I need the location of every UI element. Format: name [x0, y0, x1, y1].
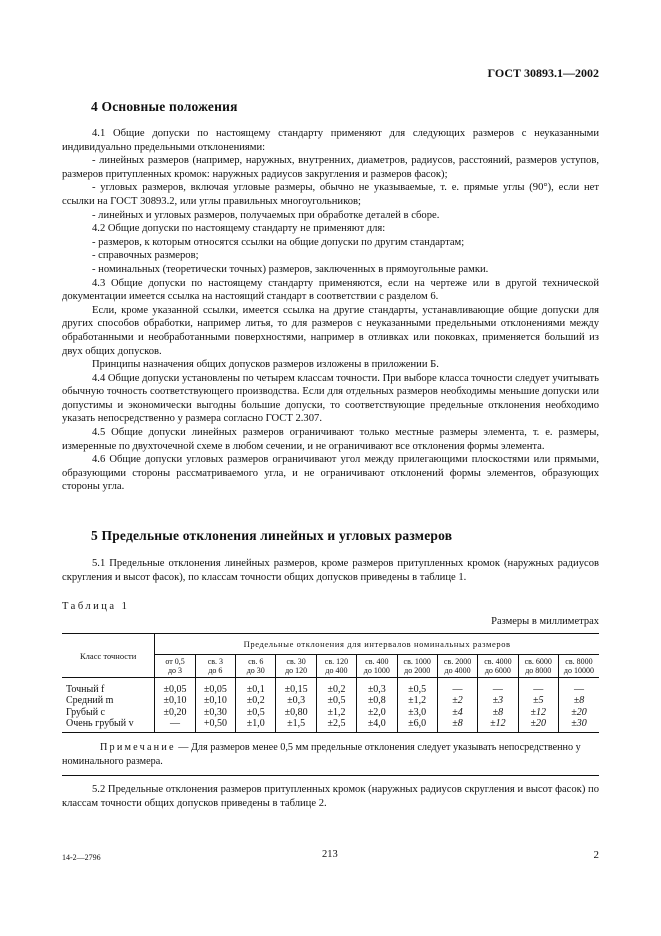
interval-header	[316, 655, 356, 678]
deviation-cell: ±0,80	[276, 707, 316, 718]
interval-from: св. 400	[365, 657, 389, 666]
accuracy-class-cell: Очень грубый v	[62, 718, 155, 733]
interval-to: до 2000	[404, 666, 431, 675]
deviation-cell: ±6,0	[397, 718, 437, 733]
section-5-after-table	[62, 783, 599, 810]
interval-to: до 1000	[363, 666, 390, 675]
interval-to: до 3	[167, 666, 183, 675]
accuracy-class-cell: Средний m	[62, 695, 155, 706]
deviation-cell: ±3,0	[397, 707, 437, 718]
interval-to: до 400	[325, 666, 348, 675]
section-5-title: 5 Предельные отклонения линейных и угловых размеров	[91, 528, 453, 543]
deviation-cell: ±1,2	[316, 707, 356, 718]
deviation-cell: ±1,5	[276, 718, 316, 733]
paragraph: - размеров, к которым относятся ссылки на общие допуски по другим стандартам;	[92, 236, 465, 248]
interval-from: от 0,5	[165, 657, 185, 666]
deviation-cell: ±4,0	[357, 718, 397, 733]
section-4-title: 4 Основные положения	[91, 99, 238, 114]
section-5-intro	[62, 557, 599, 584]
deviation-cell: ±5	[518, 695, 558, 706]
interval-to: до 30	[246, 666, 265, 675]
paragraph: - линейных и угловых размеров, получаемых при обработке деталей в сборе.	[92, 209, 440, 221]
table-row	[62, 718, 599, 733]
deviation-cell: —	[437, 678, 477, 696]
deviation-cell: ±0,20	[155, 707, 195, 718]
interval-from: св. 6	[248, 657, 264, 666]
interval-from: св. 1000	[403, 657, 431, 666]
accuracy-class-cell: Грубый c	[62, 707, 155, 718]
deviation-cell: ±0,5	[236, 707, 276, 718]
standard-id: ГОСТ 30893.1—2002	[487, 66, 599, 80]
table-note-row	[62, 733, 599, 776]
paragraph: - угловых размеров, включая угловые размеры, обычно не указываемые, т. е. прямые углы (90°), если нет ссылки на ГОСТ 30893.2, или углы правильных многоугольников;	[62, 182, 599, 207]
paragraph: 4.6 Общие допуски угловых размеров ограничивают угол между прилегающими плоскостями или прямыми, образующими стороны рассматриваемого угла, и не ограничивают отклонений формы элементов, образующих стороны угла.	[62, 454, 599, 493]
deviation-cell: —	[155, 718, 195, 733]
deviation-cell: —	[518, 678, 558, 696]
accuracy-class-cell: Точный f	[62, 678, 155, 696]
table-row	[62, 707, 599, 718]
interval-header	[397, 655, 437, 678]
deviation-cell: ±1,2	[397, 695, 437, 706]
interval-header	[558, 655, 599, 678]
interval-header	[155, 655, 195, 678]
note-text: — Для размеров менее 0,5 мм предельные отклонения следует указывать непосредственно у номинального размера.	[62, 742, 581, 767]
interval-header	[236, 655, 276, 678]
table-label: Таблица 1	[62, 601, 130, 612]
deviation-cell: ±0,2	[236, 695, 276, 706]
paragraph: - справочных размеров;	[92, 250, 199, 262]
deviation-cell: ±8	[478, 707, 518, 718]
deviation-cell: +0,50	[195, 718, 235, 733]
paragraph: 4.5 Общие допуски линейных размеров ограничивают только местные размеры элемента, т. е. размеры, измеренные по двухточечной схеме в любом сечении, и не ограничивают все отклонения формы элемента.	[62, 427, 599, 452]
interval-header	[518, 655, 558, 678]
interval-from: св. 120	[324, 657, 349, 666]
deviation-cell: ±0,5	[316, 695, 356, 706]
interval-header	[478, 655, 518, 678]
paragraph: Если, кроме указанной ссылки, имеется ссылка на другие стандарты, устанавливающие общие допуски для других способов обработки, например литья, то для размеров с неуказанными предельными отклонениями между обработанными и необработанными поверхностями, например в отливках или поковках, применяется больший из двух общих допусков.	[62, 304, 599, 357]
interval-to: до 8000	[525, 666, 552, 675]
interval-from: св. 6000	[524, 657, 552, 666]
deviation-cell: ±8	[573, 695, 585, 707]
deviation-cell: ±30	[571, 718, 587, 730]
deviation-cell: ±20	[518, 718, 558, 733]
deviation-cell: ±0,8	[357, 695, 397, 706]
table-note	[62, 733, 599, 776]
table-units: Размеры в миллиметрах	[491, 616, 599, 627]
paragraph: - линейных размеров (например, наружных, внутренних, диаметров, радиусов, расстояний, размеров уступов, размеров притупленных кромок: наружных радиусов закругления и размеров фасок);	[62, 155, 599, 180]
deviation-cell: ±12	[478, 718, 518, 733]
deviation-cell: ±8	[437, 718, 477, 733]
paragraph: 4.3 Общие допуски по настоящему стандарту применяются, если на чертеже или в другой технической документации имеется ссылка на настоящий стандарт в соответствии с разделом 6.	[62, 277, 599, 303]
interval-from: св. 30	[286, 657, 306, 666]
table-row	[62, 695, 599, 706]
interval-to: до 6	[208, 666, 223, 675]
interval-to: до 10000	[563, 666, 594, 675]
deviation-group-header: Предельные отклонения для интервалов номинальных размеров	[155, 634, 599, 655]
paragraph: 4.4 Общие допуски установлены по четырем классам точности. При выборе класса точности следует учитывать обычную точность соответствующего производства. Если для отдельных размеров необходимы меньшие допуски или допустимы и экономически выгодны большие допуски, то соответствующие предельные отклонения необходимо указать непосредственно у размера согласно ГОСТ 2.307.	[62, 372, 599, 425]
interval-from: св. 2000	[443, 657, 472, 666]
deviation-cell: ±4	[437, 707, 477, 718]
paragraph: - номинальных (теоретически точных) размеров, заключенных в прямоугольные рамки.	[92, 263, 489, 275]
interval-header	[437, 655, 477, 678]
deviation-cell: ±0,30	[195, 707, 235, 718]
deviation-cell: ±2,0	[357, 707, 397, 718]
interval-from: св. 3	[207, 657, 224, 666]
deviation-cell: ±0,5	[397, 678, 437, 696]
paragraph: 5.2 Предельные отклонения размеров притупленных кромок (наружных радиусов скругления и высот фасок) по классам точности общих допусков приведены в таблице 2.	[62, 784, 599, 809]
sheet-number: 2	[593, 849, 599, 861]
section-4-body	[62, 127, 599, 494]
class-column-header: Класс точности	[62, 634, 155, 678]
interval-header	[276, 655, 316, 678]
interval-from: св. 8000	[565, 657, 593, 666]
paragraph: 5.1 Предельные отклонения линейных размеров, кроме размеров притупленных кромок (наружных радиусов скругления и высот фасок), по классам точности общих допусков приведены в таблице 1.	[62, 558, 599, 583]
tolerance-table	[62, 633, 599, 776]
deviation-cell: ±2,5	[316, 718, 356, 733]
interval-from: св. 4000	[484, 657, 512, 666]
interval-header	[195, 655, 235, 678]
paragraph: 4.2 Общие допуски по настоящему стандарту не применяют для:	[92, 223, 386, 235]
deviation-cell: ±0,2	[316, 678, 356, 696]
deviation-cell: ±12	[518, 707, 558, 718]
deviation-cell: —	[478, 678, 518, 696]
interval-to: до 6000	[484, 666, 511, 675]
deviation-cell: ±0,05	[195, 678, 235, 696]
deviation-cell: ±0,3	[357, 678, 397, 696]
interval-to: до 4000	[444, 666, 471, 675]
deviation-cell: ±20	[571, 706, 587, 718]
deviation-cell: ±0,10	[195, 695, 235, 706]
paragraph: Принципы назначения общих допусков размеров изложены в приложении Б.	[92, 359, 439, 371]
deviation-cell: ±0,1	[236, 678, 276, 696]
interval-to: до 120	[285, 666, 308, 675]
deviation-cell: ±0,3	[276, 695, 316, 706]
deviation-cell: ±0,05	[155, 678, 195, 696]
table-row	[62, 678, 599, 696]
deviation-cell: ±3	[478, 695, 518, 706]
footer-print-code: 14-2—2796	[62, 853, 101, 862]
deviation-cell: ±0,10	[155, 695, 195, 706]
page-number: 213	[322, 849, 338, 860]
deviation-cell: ±1,0	[236, 718, 276, 733]
deviation-cell: ±2	[437, 695, 477, 706]
note-label: Примечание	[100, 742, 176, 754]
deviation-cell: —	[573, 684, 584, 696]
deviation-cell: ±0,15	[276, 678, 316, 696]
interval-header	[357, 655, 397, 678]
paragraph: 4.1 Общие допуски по настоящему стандарту применяют для следующих размеров с неуказанными индивидуально предельными отклонениями:	[62, 128, 599, 153]
